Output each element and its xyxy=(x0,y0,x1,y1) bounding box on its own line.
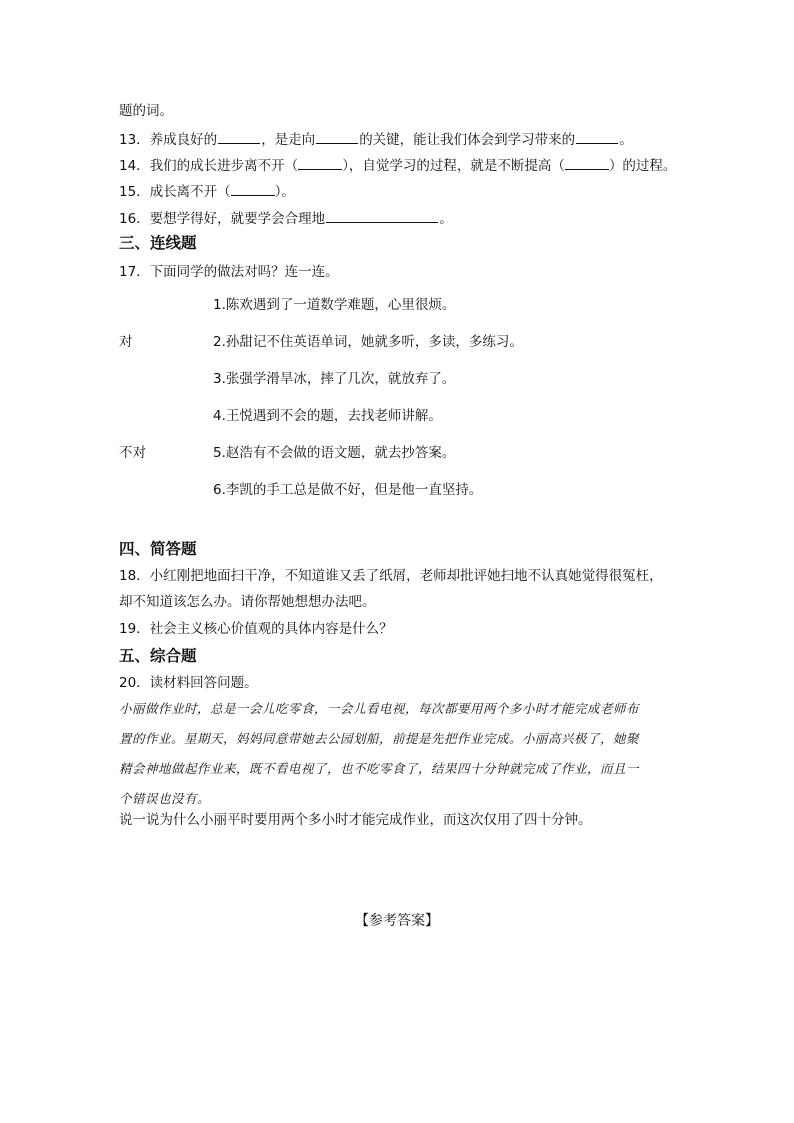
blank-field[interactable] xyxy=(231,181,275,196)
match-option-3[interactable]: 3.张强学滑旱冰，摔了几次，就放弃了。 xyxy=(213,371,456,387)
blank-field[interactable] xyxy=(326,208,438,223)
blank-field[interactable] xyxy=(218,129,260,144)
blank-field[interactable] xyxy=(316,129,358,144)
material-line: 小丽做作业时，总是一会儿吃零食，一会儿看电视，每次都要用两个多小时才能完成老师布 xyxy=(119,701,640,716)
question-16: 16．要想学得好，就要学会合理地 。 xyxy=(119,208,453,229)
match-option-2[interactable]: 2.孙甜记不住英语单词，她就多听，多读，多练习。 xyxy=(213,334,523,350)
match-option-6[interactable]: 6.李凯的手工总是做不好，但是他一直坚持。 xyxy=(213,482,483,498)
question-14: 14．我们的成长进步离不开（ ），自觉学习的过程，就是不断提高（ ）的过程。 xyxy=(119,155,676,176)
material-line: 个错误也没有。 xyxy=(119,791,211,806)
blank-field[interactable] xyxy=(298,155,342,170)
blank-field[interactable] xyxy=(576,129,618,144)
question-13: 13．养成良好的 ，是走向 的关键，能让我们体会到学习带来的 。 xyxy=(119,129,633,150)
reading-material xyxy=(119,694,689,814)
match-option-1[interactable]: 1.陈欢遇到了一道数学难题，心里很烦。 xyxy=(213,297,456,313)
question-15: 15．成长离不开（ ）。 xyxy=(119,181,295,202)
question-20: 20．读材料回答问题。 xyxy=(119,675,258,691)
question-18-line-2: 却不知道该怎么办。请你帮她想想办法吧。 xyxy=(119,594,376,610)
material-line: 置的作业。星期天，妈妈同意带她去公园划船，前提是先把作业完成。小丽高兴极了，她聚 xyxy=(119,731,640,746)
blank-field[interactable] xyxy=(565,155,609,170)
question-19: 19．社会主义核心价值观的具体内容是什么？ xyxy=(119,621,393,637)
match-label-correct[interactable]: 对 xyxy=(119,334,133,350)
question-20-prompt: 说一说为什么小丽平时要用两个多小时才能完成作业，而这次仅用了四十分钟。 xyxy=(119,812,592,828)
match-label-incorrect[interactable]: 不对 xyxy=(119,445,146,461)
q12-tail: 题的词。 xyxy=(119,103,173,119)
section-4-heading: 四、简答题 xyxy=(119,540,197,558)
section-5-heading: 五、综合题 xyxy=(119,647,197,665)
match-option-5[interactable]: 5.赵浩有不会做的语文题，就去抄答案。 xyxy=(213,445,456,461)
question-17: 17．下面同学的做法对吗？连一连。 xyxy=(119,264,339,280)
answer-key-title: 【参考答案】 xyxy=(355,913,439,929)
material-line: 精会神地做起作业来，既不看电视了，也不吃零食了，结果四十分钟就完成了作业，而且一 xyxy=(119,761,640,776)
section-3-heading: 三、连线题 xyxy=(119,234,197,252)
question-18-line-1: 18．小红刚把地面扫干净，不知道谁又丢了纸屑，老师却批评她扫地不认真她觉得很冤枉， xyxy=(119,568,663,584)
match-option-4[interactable]: 4.王悦遇到不会的题，去找老师讲解。 xyxy=(213,408,442,424)
